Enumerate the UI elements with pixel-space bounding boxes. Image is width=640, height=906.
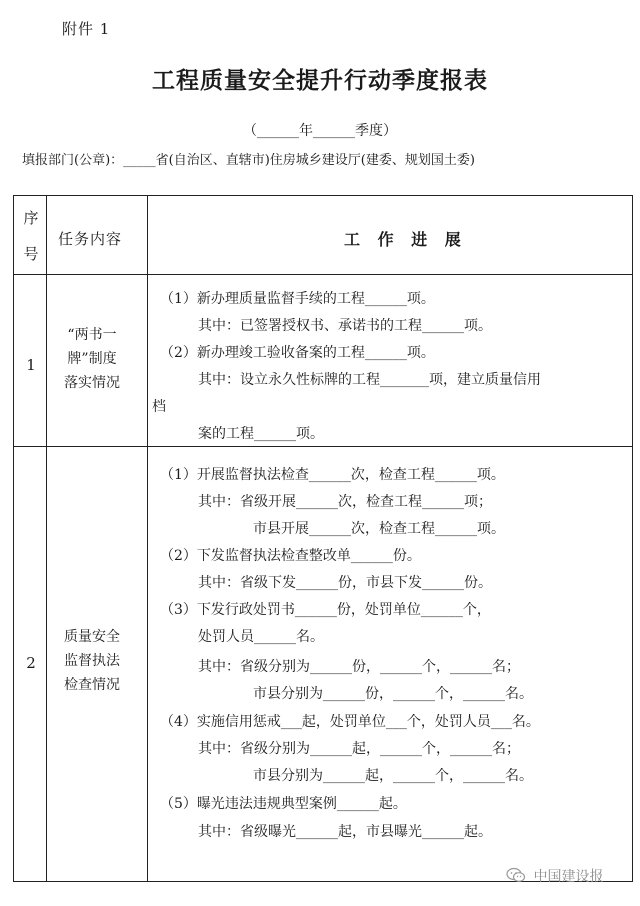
progress-line: 其中：设立永久性标牌的工程_______项，建立质量信用 bbox=[198, 372, 541, 388]
progress-line: （3）下发行政处罚书______份，处罚单位______个， bbox=[160, 602, 491, 618]
task-line: 牌”制度 bbox=[67, 351, 117, 367]
header-number-2: 号 bbox=[23, 245, 39, 263]
progress-line: 档 bbox=[152, 399, 166, 415]
progress-line: 其中：省级分别为______份，______个，______名； bbox=[198, 659, 520, 675]
progress-line: （2）下发监督执法检查整改单______份。 bbox=[160, 548, 421, 564]
task-line: 监督执法 bbox=[64, 653, 120, 669]
progress-line: （2）新办理竣工验收备案的工程______项。 bbox=[160, 345, 435, 361]
row-task-1 bbox=[37, 323, 147, 395]
column-divider-1 bbox=[46, 195, 47, 882]
page-title: 工程质量安全提升行动季度报表 bbox=[152, 67, 488, 94]
report-period: （______年______季度） bbox=[243, 123, 397, 139]
watermark-text: 中国建设报 bbox=[533, 869, 604, 885]
progress-line: 案的工程______项。 bbox=[198, 426, 324, 442]
progress-line: 其中：省级分别为______起，______个，______名； bbox=[198, 741, 520, 757]
progress-line: （4）实施信用惩戒___起，处罚单位___个，处罚人员___名。 bbox=[160, 714, 540, 730]
header-work-progress: 工 作 进 展 bbox=[344, 230, 467, 249]
progress-line: （1）新办理质量监督手续的工程______项。 bbox=[160, 291, 435, 307]
column-divider-2 bbox=[147, 195, 148, 882]
watermark bbox=[506, 866, 603, 887]
reporting-department: 填报部门(公章)：_____省(自治区、直辖市)住房城乡建设厅(建委、规划国土委) bbox=[22, 153, 475, 168]
progress-line: 市县分别为______份，______个，______名。 bbox=[253, 686, 533, 702]
progress-line: 其中：省级开展______次，检查工程______项； bbox=[198, 494, 492, 510]
progress-line: 其中：省级曝光______起，市县曝光______起。 bbox=[198, 824, 492, 840]
progress-line: 处罚人员______名。 bbox=[198, 629, 324, 645]
task-line: 质量安全 bbox=[64, 629, 120, 645]
task-line: 落实情况 bbox=[64, 375, 120, 391]
progress-line: 市县分别为______起，______个，______名。 bbox=[253, 768, 533, 784]
row-number-1: 1 bbox=[26, 356, 36, 374]
progress-line: 其中：省级下发______份，市县下发______份。 bbox=[198, 575, 492, 591]
header-task: 任务内容 bbox=[58, 230, 123, 248]
row-number-2: 2 bbox=[26, 654, 36, 672]
row-task-2 bbox=[37, 625, 147, 697]
task-line: “两书一 bbox=[67, 327, 117, 343]
progress-line: （1）开展监督执法检查______次，检查工程______项。 bbox=[160, 467, 505, 483]
header-number-1: 序 bbox=[23, 209, 39, 227]
progress-line: （5）曝光违法违规典型案例______起。 bbox=[160, 796, 407, 812]
row-divider bbox=[13, 446, 633, 447]
task-line: 检查情况 bbox=[64, 677, 120, 693]
attachment-label: 附件 1 bbox=[62, 20, 111, 38]
header-divider bbox=[13, 274, 633, 275]
progress-line: 其中：已签署授权书、承诺书的工程______项。 bbox=[198, 318, 492, 334]
progress-line: 市县开展______次，检查工程______项。 bbox=[253, 521, 505, 537]
wechat-icon bbox=[506, 867, 526, 887]
